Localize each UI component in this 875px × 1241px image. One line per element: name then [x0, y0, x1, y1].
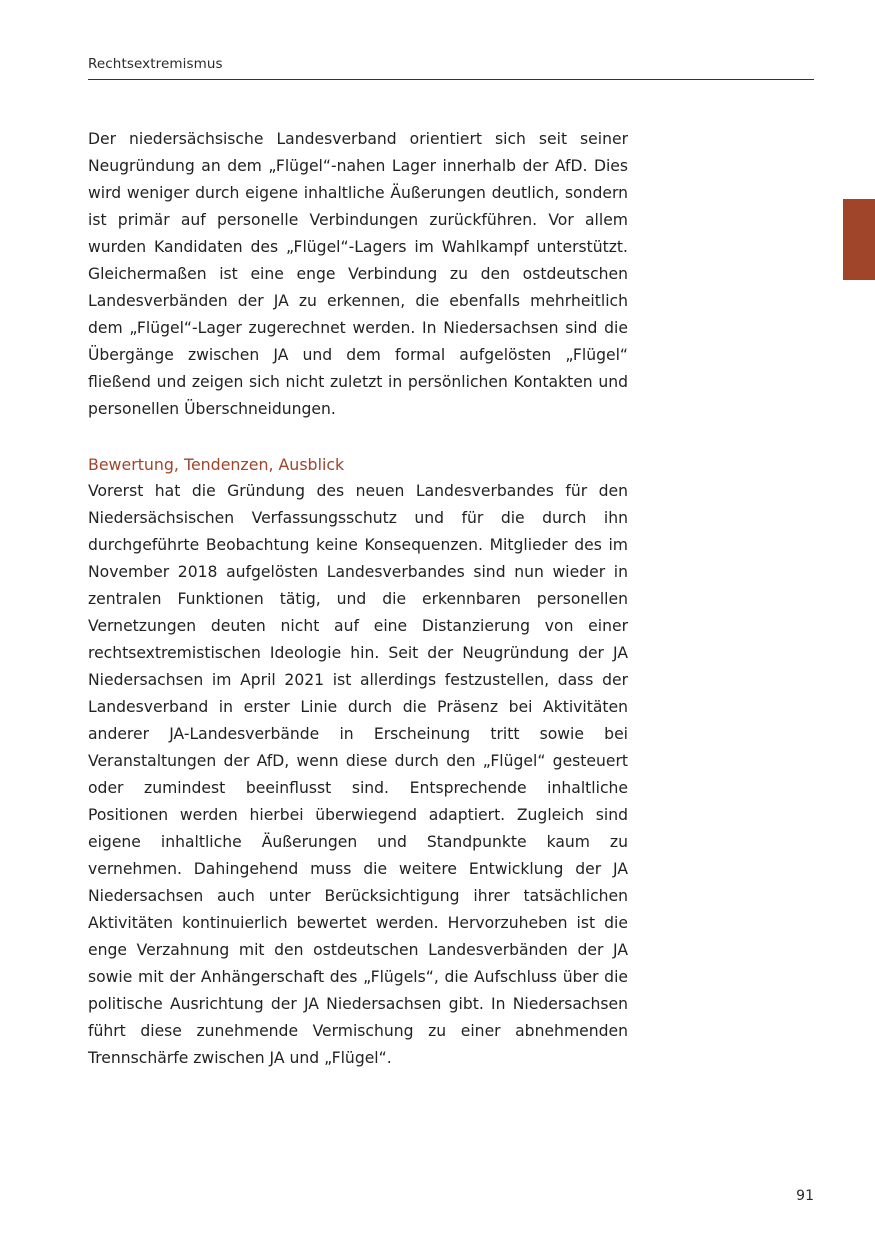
body-paragraph-1: Der niedersächsische Landesverband orientiert sich seit seiner Neugründung an dem „Flügel“-nahen Lager innerhalb der AfD. Dies wird weniger durch eigene inhaltliche Äußerungen deutlich, sondern ist primär auf personelle Verbindungen zurückführen. Vor allem wurden Kandidaten des „Flügel“-Lagers im Wahlkampf unterstützt. Gleichermaßen ist eine enge Verbindung zu den ostdeutschen Landesverbänden der JA zu erkennen, die ebenfalls mehrheitlich dem „Flügel“-Lager zugerechnet werden. In Niedersachsen sind die Übergänge zwischen JA und dem formal aufgelösten „Flügel“ fließend und zeigen sich nicht zuletzt in persönlichen Kontakten und personellen Überschneidungen. — [88, 130, 628, 418]
section-heading: Bewertung, Tendenzen, Ausblick — [88, 455, 345, 474]
page-number: 91 — [796, 1188, 814, 1204]
running-header: Rechtsextremismus — [88, 56, 223, 72]
body-paragraph-2: Vorerst hat die Gründung des neuen Landesverbandes für den Niedersächsischen Verfassungsschutz und für die durch ihn durchgeführte Beobachtung keine Konsequenzen. Mitglieder des im November 2018 aufgelösten Landesverbandes sind nun wieder in zentralen Funktionen tätig, und die erkennbaren personellen Vernetzungen deuten nicht auf eine Distanzierung von einer rechtsextremistischen Ideologie hin. Seit der Neugründung der JA Niedersachsen im April 2021 ist allerdings festzustellen, dass der Landesverband in erster Linie durch die Präsenz bei Aktivitäten anderer JA-Landesverbände in Erscheinung tritt sowie bei Veranstaltungen der AfD, wenn diese durch den „Flügel“ gesteuert oder zumindest beeinflusst sind. Entsprechende inhaltliche Positionen werden hierbei überwiegend adaptiert. Zugleich sind eigene inhaltliche Äußerungen und Standpunkte kaum zu vernehmen. Dahingehend muss die weitere Entwicklung der JA Niedersachsen auch unter Berücksichtigung ihrer tatsächlichen Aktivitäten kontinuierlich bewertet werden. Hervorzuheben ist die enge Verzahnung mit den ostdeutschen Landesverbänden der JA sowie mit der Anhängerschaft des „Flügels“, die Aufschluss über die politische Ausrichtung der JA Niedersachsen gibt. In Niedersachsen führt diese zunehmende Vermischung zu einer abnehmenden Trennschärfe zwischen JA und „Flügel“. — [88, 482, 628, 1067]
header-divider — [88, 79, 814, 80]
chapter-tab-marker — [843, 199, 875, 280]
